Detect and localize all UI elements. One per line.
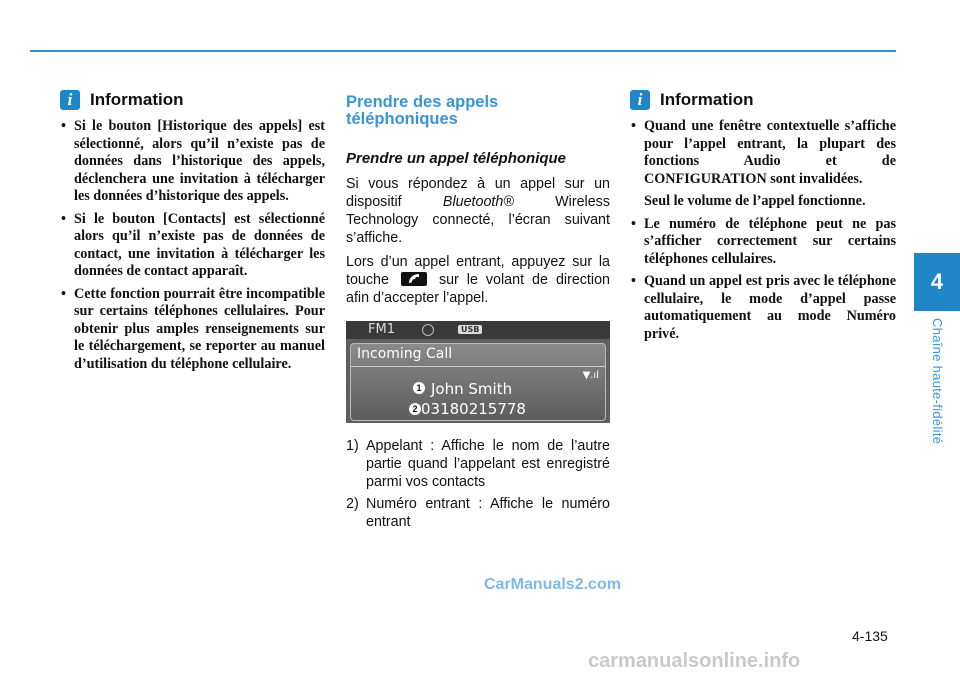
paragraph-accept-call (346, 253, 610, 307)
paragraph-text: sur le volant de direction afin d’accepter l’appel. (346, 272, 610, 306)
divider (351, 366, 605, 367)
list-number: 1) (346, 438, 359, 454)
list-item: • Si le bouton [Contacts] est sélectionné alors qu’il n’existe pas de données de contact, une invitation à télécharger les données de contact apparaît. (60, 211, 325, 281)
list-text: Numéro entrant : Affiche le numéro entrant (366, 496, 610, 530)
list-item: • Cette fonction pourrait être incompatible sur certains téléphones cellulaires. Pour obtenir plus amples renseignements sur le téléchargement, se reporter au manuel d’utilisation du téléphone cellulaire. (60, 286, 325, 374)
call-header: Incoming Call (357, 346, 453, 362)
list-item: • Le numéro de téléphone peut ne pas s’afficher correctement sur certains téléphones cellulaires. (630, 216, 896, 269)
callout-badge-2: 2 (409, 403, 421, 415)
callout-badge-1: 1 (413, 382, 425, 394)
info-icon: i (630, 90, 650, 110)
info-bullets (630, 118, 896, 188)
signal-icon: ▼.ıl (582, 370, 599, 381)
bluetooth-status-icon (422, 324, 434, 336)
paragraph-text: Wireless Technology connecté, l’écran suivant s’affiche. (346, 194, 610, 246)
info-title: Information (90, 90, 184, 109)
paragraph-text: Lors d’un appel entrant, appuyez sur la touche (346, 254, 610, 288)
info-bullets (630, 216, 896, 344)
paragraph-bluetooth (346, 175, 610, 247)
screen-legend (346, 437, 610, 531)
watermark: CarManuals2.com (484, 576, 621, 593)
list-number: 2) (346, 496, 359, 512)
bluetooth-term: Bluetooth® (442, 194, 514, 210)
paragraph-text: Si vous répondez à un appel sur un dispositif (346, 176, 610, 210)
info-header (60, 90, 325, 110)
info-bullets (60, 118, 325, 373)
call-panel (350, 343, 606, 421)
info-title: Information (660, 90, 754, 109)
main-column (346, 94, 610, 535)
list-item (346, 437, 610, 491)
band-label: FM1 (368, 322, 395, 337)
info-column-1 (60, 90, 325, 378)
list-item: • Si le bouton [Historique des appels] est sélectionné, alors qu’il n’existe pas de données dans l’historique des appels, déclenchera une invitation à télécharger les données d’historique des appels. (60, 118, 325, 206)
chapter-title: Chaîne haute-fidélité (930, 318, 945, 445)
footer-watermark: carmanualsonline.info (588, 650, 801, 672)
info-icon: i (60, 90, 80, 110)
list-text: Appelant : Affiche le nom de l’autre partie quand l’appelant est enregistré parmi vos contacts (366, 438, 610, 490)
subsection-title: Prendre un appel téléphonique (346, 150, 567, 167)
section-title: Prendre des appels téléphoniques (346, 93, 499, 128)
list-item: • Quand un appel est pris avec le téléphone cellulaire, le mode d’appel passe automatiquement au mode Numéro privé. (630, 273, 896, 343)
info-header (630, 90, 896, 110)
volume-note: Seul le volume de l’appel fonctionne. (644, 193, 866, 209)
list-item: • Quand une fenêtre contextuelle s’affiche pour l’appel entrant, la plupart des fonctions Audio et de CONFIGURATION sont invalidées. (630, 118, 896, 188)
incoming-call-screen (346, 321, 610, 423)
chapter-tab: 4 (914, 253, 960, 311)
page-number: 4-135 (852, 628, 888, 644)
usb-badge: USB (458, 325, 482, 334)
list-item (346, 495, 610, 531)
info-column-2 (630, 90, 896, 348)
caller-name: John Smith (431, 380, 513, 398)
call-button-icon (401, 272, 427, 286)
screen-status-bar (346, 321, 610, 339)
top-rule (30, 50, 896, 52)
caller-number: 03180215778 (421, 400, 526, 418)
